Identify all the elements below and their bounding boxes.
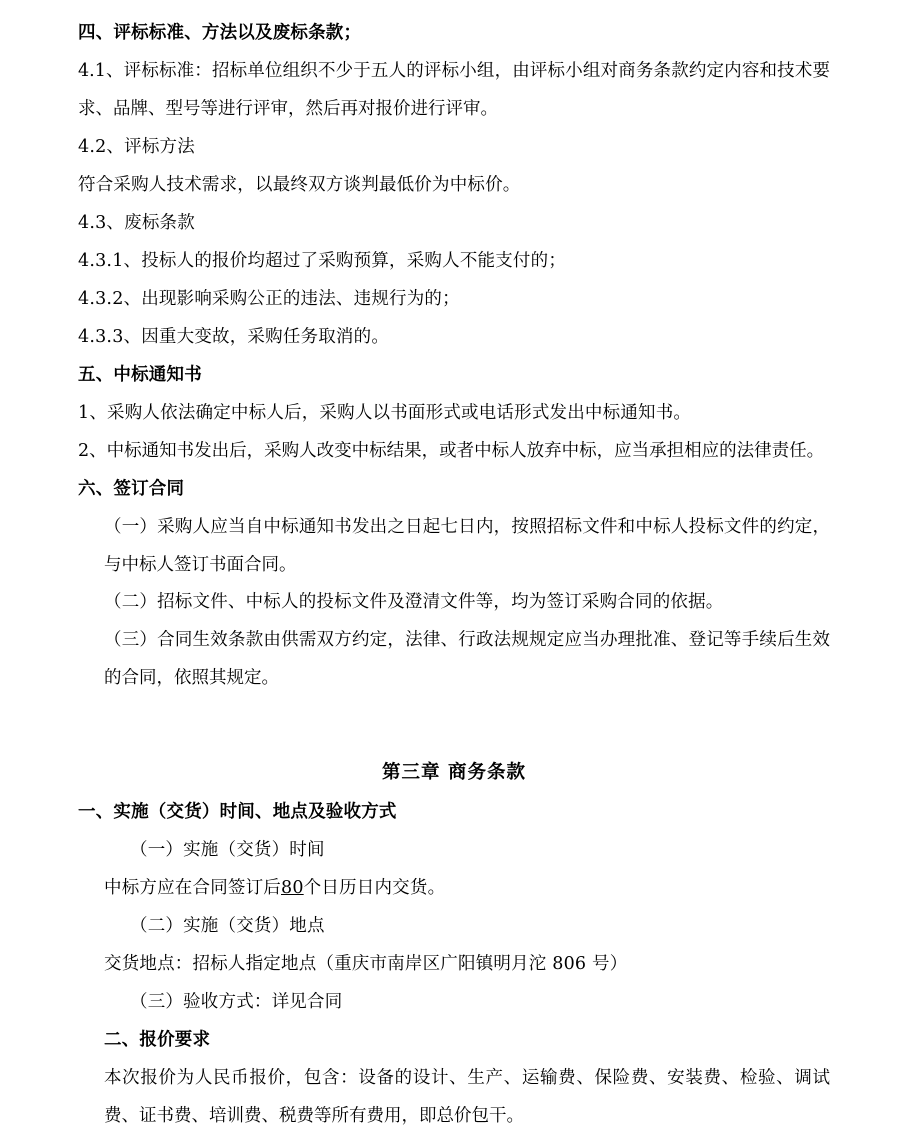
delivery-time-suffix: 个日历日内交货。 <box>303 878 446 898</box>
chapter-3-item-delivery-place-value: 交货地点：招标人指定地点（重庆市南岸区广阳镇明月沱 806 号） <box>104 954 628 974</box>
section-5-item-2: 2、中标通知书发出后，采购人改变中标结果，或者中标人放弃中标，应当承担相应的法律责任。 <box>78 441 825 461</box>
delivery-time-prefix: 中标方应在合同签订后 <box>104 878 281 898</box>
chapter-3-item-acceptance: （三）验收方式：详见合同 <box>130 992 343 1012</box>
chapter-3-section-2-heading: 二、报价要求 <box>104 1030 211 1050</box>
clause-4-3-2: 4.3.2、出现影响采购公正的违法、违规行为的； <box>78 289 460 309</box>
clause-4-3-3: 4.3.3、因重大变故，采购任务取消的。 <box>78 327 390 347</box>
clause-4-3: 4.3、废标条款 <box>78 213 195 233</box>
chapter-3-item-delivery-place-label: （二）实施（交货）地点 <box>130 916 325 936</box>
section-6-item-1: （一）采购人应当自中标通知书发出之日起七日内，按照招标文件和中标人投标文件的约定，与中标人签订书面合同。 <box>104 517 830 575</box>
chapter-3-item-delivery-time-label: （一）实施（交货）时间 <box>130 840 325 860</box>
clause-4-1: 4.1、评标标准：招标单位组织不少于五人的评标小组，由评标小组对商务条款约定内容和技术要求、品牌、型号等进行评审，然后再对报价进行评审。 <box>78 61 830 119</box>
clause-4-2: 4.2、评标方法 <box>78 137 195 157</box>
section-6-heading: 六、签订合同 <box>78 479 185 499</box>
section-6-item-2: （二）招标文件、中标人的投标文件及澄清文件等，均为签订采购合同的依据。 <box>104 592 724 612</box>
section-spacer <box>78 697 830 753</box>
chapter-3-title: 第三章 商务条款 <box>382 762 526 783</box>
chapter-3-section-2-item-1: 本次报价为人民币报价，包含：设备的设计、生产、运输费、保险费、安装费、检验、调试费、证书费、培训费、税费等所有费用，即总价包干。 <box>104 1068 830 1126</box>
clause-4-3-1: 4.3.1、投标人的报价均超过了采购预算，采购人不能支付的； <box>78 251 567 271</box>
chapter-3-item-delivery-time-value <box>78 869 830 907</box>
section-5-heading: 五、中标通知书 <box>78 365 202 385</box>
delivery-days-value: 80 <box>281 878 304 898</box>
section-6-item-3: （三）合同生效条款由供需双方约定，法律、行政法规规定应当办理批准、登记等手续后生效的合同，依照其规定。 <box>104 630 830 688</box>
section-4-heading: 四、评标标准、方法以及废标条款； <box>78 23 362 43</box>
clause-4-2-text: 符合采购人技术需求，以最终双方谈判最低价为中标价。 <box>78 175 521 195</box>
section-5-item-1: 1、采购人依法确定中标人后，采购人以书面形式或电话形式发出中标通知书。 <box>78 403 692 423</box>
chapter-3-section-1-heading: 一、实施（交货）时间、地点及验收方式 <box>78 802 397 822</box>
